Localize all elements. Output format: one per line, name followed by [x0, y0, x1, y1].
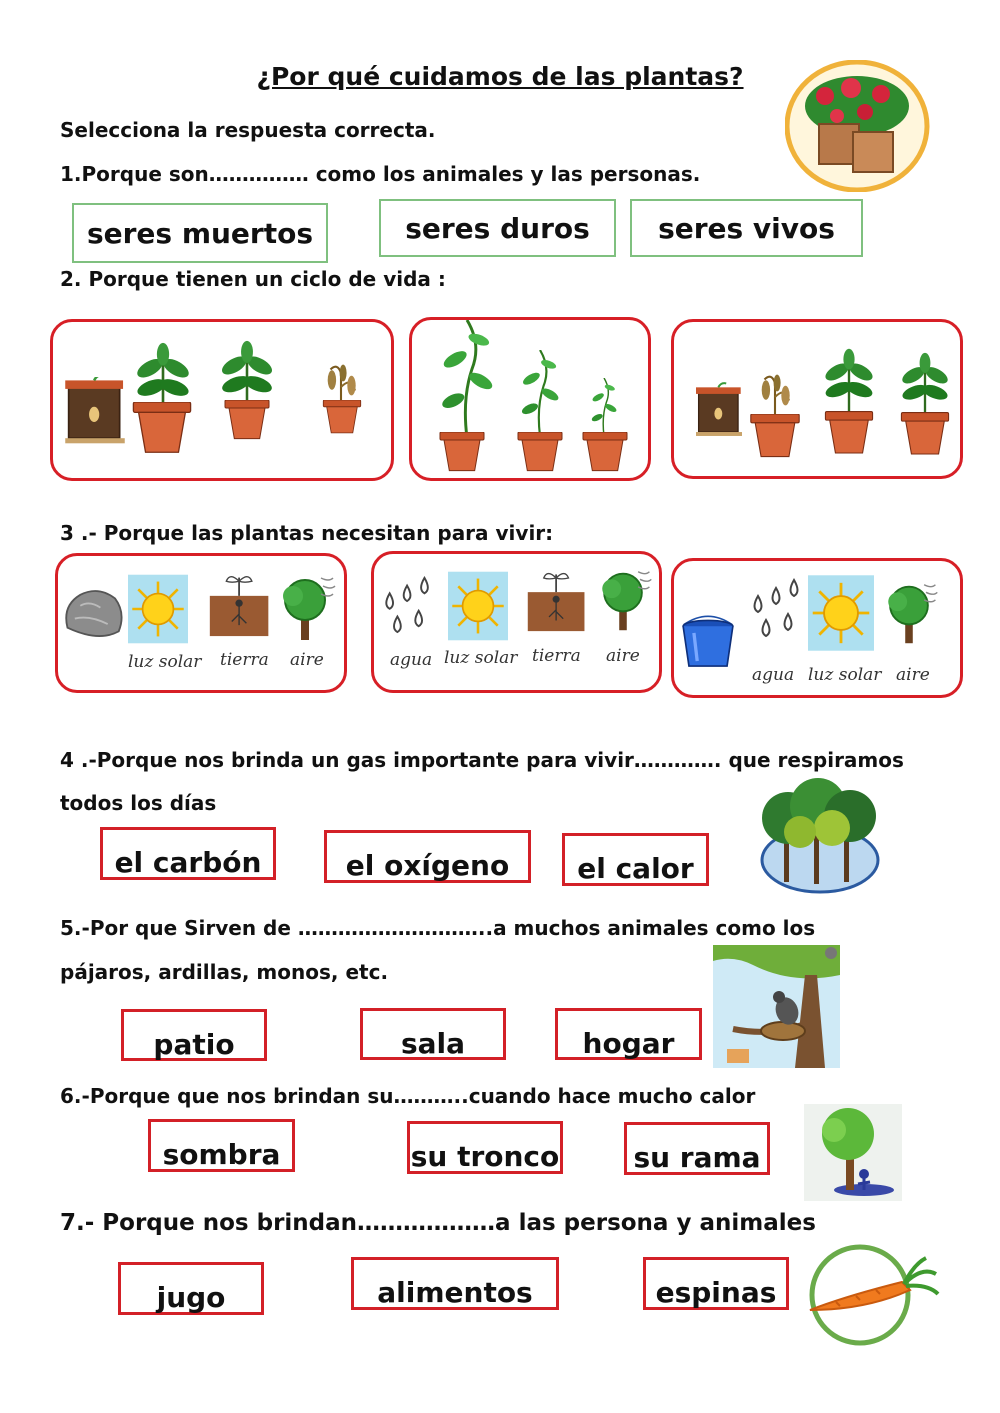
option-label: sombra — [162, 1138, 281, 1171]
need-label: aire — [606, 646, 640, 666]
option-label: su rama — [633, 1141, 761, 1174]
need-label: tierra — [220, 650, 269, 670]
q7-option-jugo[interactable] — [118, 1262, 264, 1315]
seed-soil-icon — [210, 577, 269, 636]
q1-option-seres-vivos[interactable] — [630, 199, 863, 257]
option-label: seres muertos — [86, 216, 314, 250]
q3-option-needs-3[interactable] — [671, 558, 963, 698]
q6-option-sombra[interactable] — [148, 1119, 295, 1172]
sun-icon — [808, 575, 874, 650]
option-label: el calor — [577, 852, 694, 885]
forest-icon — [758, 778, 882, 894]
q4-option-el-carbon[interactable] — [100, 827, 276, 880]
instruction-text: Selecciona la respuesta correcta. — [60, 118, 436, 142]
sun-icon — [448, 572, 508, 641]
option-label: patio — [153, 1027, 235, 1061]
flower-pot-icon — [785, 60, 930, 192]
option-label: hogar — [582, 1026, 675, 1060]
tree-wind-icon — [888, 585, 937, 643]
need-label: luz solar — [808, 665, 882, 685]
bean-plant-icon — [440, 320, 495, 438]
option-label: seres vivos — [658, 211, 835, 245]
q7-option-alimentos[interactable] — [351, 1257, 559, 1310]
shade-tree-icon — [804, 1104, 902, 1201]
potted-plant-icon — [219, 341, 275, 408]
q6-option-su-rama[interactable] — [624, 1122, 770, 1175]
q2-option-life-cycle-2[interactable] — [409, 317, 651, 481]
need-label: tierra — [532, 646, 581, 666]
question-7: 7.- Porque nos brindan………………a las persona y animales — [60, 1210, 816, 1236]
question-4-line-1: 4 .-Porque nos brinda un gas importante para vivir…………. que respiramos — [60, 748, 904, 772]
tree-wind-icon — [283, 578, 335, 640]
need-label: aire — [896, 665, 930, 685]
need-label: aire — [290, 650, 324, 670]
option-label: el carbón — [114, 846, 262, 879]
seed-pot-icon — [65, 375, 125, 443]
option-label: sala — [400, 1026, 466, 1060]
need-label: luz solar — [444, 648, 518, 668]
option-label: seres duros — [405, 211, 590, 245]
q4-option-el-oxigeno[interactable] — [324, 830, 531, 883]
carrot-icon — [806, 1244, 940, 1346]
potted-plant-icon — [134, 343, 191, 412]
need-label: agua — [390, 650, 433, 670]
potted-plant-icon — [900, 353, 951, 414]
potted-plant-icon — [823, 349, 876, 412]
q7-option-espinas[interactable] — [643, 1257, 789, 1310]
question-6: 6.-Porque que nos brindan su………..cuando hace mucho calor — [60, 1084, 756, 1108]
option-label: jugo — [156, 1281, 226, 1314]
tree-wind-icon — [602, 572, 651, 630]
q5-option-hogar[interactable] — [555, 1008, 702, 1060]
need-label: luz solar — [128, 652, 202, 672]
rock-icon — [66, 591, 121, 636]
option-label: espinas — [655, 1276, 777, 1309]
bird-nest-icon — [713, 945, 840, 1068]
question-5-line-1: 5.-Por que Sirven de ………………………..a muchos animales como los — [60, 916, 816, 940]
sun-icon — [128, 575, 188, 644]
raindrops-icon — [755, 580, 798, 636]
bucket-icon — [683, 616, 733, 666]
option-label: alimentos — [377, 1276, 533, 1309]
q2-option-life-cycle-3[interactable] — [671, 319, 963, 479]
bean-plant-icon — [520, 350, 560, 436]
q3-option-needs-1[interactable] — [55, 553, 347, 693]
seed-soil-icon — [528, 574, 585, 632]
raindrops-icon — [386, 578, 428, 632]
q1-option-seres-muertos[interactable] — [72, 203, 328, 263]
question-3: 3 .- Porque las plantas necesitan para vivir: — [60, 521, 554, 545]
q5-option-patio[interactable] — [121, 1009, 267, 1061]
q2-option-life-cycle-1[interactable] — [50, 319, 394, 481]
seed-pot-icon — [696, 383, 742, 436]
option-label: el oxígeno — [345, 849, 510, 882]
q3-option-needs-2[interactable] — [371, 551, 662, 693]
page-title: ¿Por qué cuidamos de las plantas? — [256, 62, 744, 91]
option-label: su tronco — [410, 1140, 560, 1173]
need-label: agua — [752, 665, 795, 685]
q4-option-el-calor[interactable] — [562, 833, 709, 886]
question-5-line-2: pájaros, ardillas, monos, etc. — [60, 960, 389, 984]
question-2: 2. Porque tienen un ciclo de vida : — [60, 267, 446, 291]
q5-option-sala[interactable] — [360, 1008, 506, 1060]
question-1: 1.Porque son…………… como los animales y las personas. — [60, 162, 701, 186]
question-4-line-2: todos los días — [60, 791, 217, 815]
wilted-plant-icon — [762, 375, 790, 418]
bean-plant-icon — [591, 378, 618, 436]
q1-option-seres-duros[interactable] — [379, 199, 616, 257]
q6-option-su-tronco[interactable] — [407, 1121, 563, 1174]
